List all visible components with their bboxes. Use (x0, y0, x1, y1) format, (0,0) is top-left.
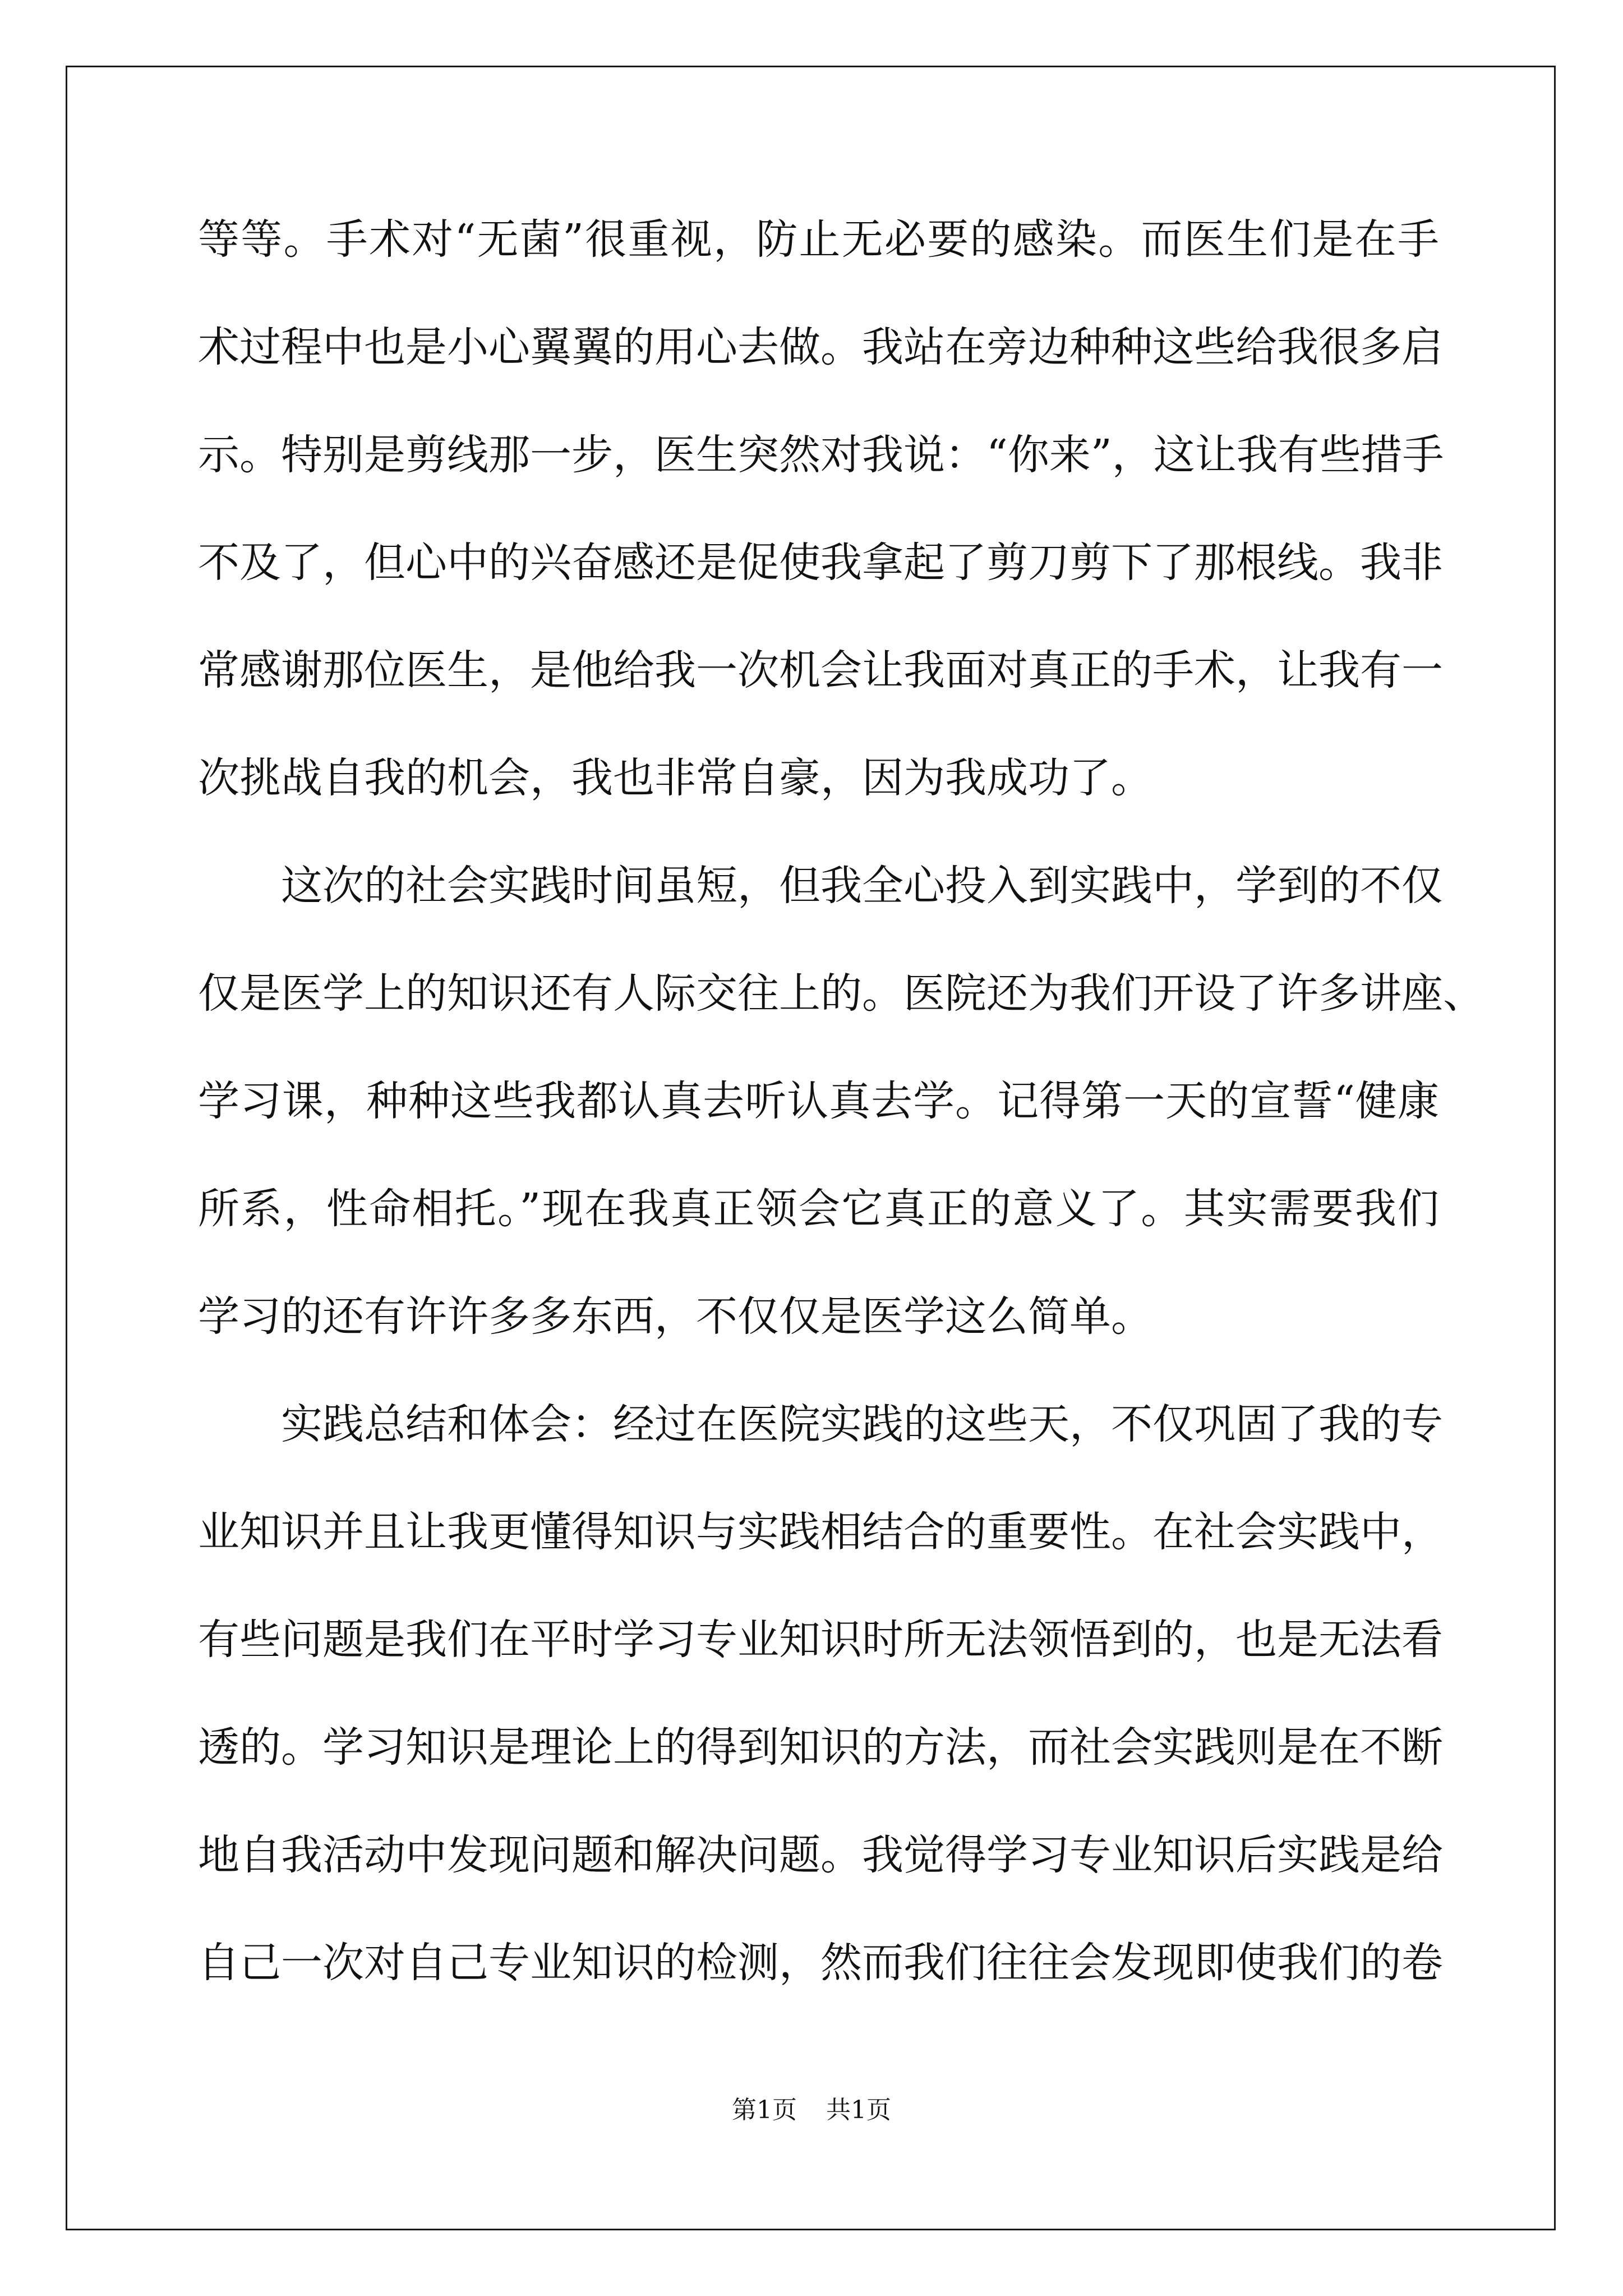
text-line: 业知识并且让我更懂得知识与实践相结合的重要性。在社会实践中， (198, 1508, 1443, 1556)
text-line: 学习课，种种这些我都认真去听认真去学。记得第一天的宣誓“健康 (198, 1077, 1439, 1125)
text-line: 透的。学习知识是理论上的得到知识的方法，而社会实践则是在不断 (198, 1723, 1443, 1772)
text-line: 地自我活动中发现问题和解决问题。我觉得学习专业知识后实践是给 (198, 1831, 1443, 1879)
text-line: 术过程中也是小心翼翼的用心去做。我站在旁边种种这些给我很多启 (198, 323, 1443, 371)
page-number: 第1页 (732, 2096, 797, 2124)
text-line: 仅是医学上的知识还有人际交往上的。医院还为我们开设了许多讲座、 (198, 969, 1484, 1018)
paragraph-first-line: 实践总结和体会：经过在医院实践的这些天，不仅巩固了我的专 (281, 1400, 1443, 1448)
text-line: 不及了，但心中的兴奋感还是促使我拿起了剪刀剪下了那根线。我非 (198, 539, 1443, 587)
text-line: 等等。手术对“无菌”很重视，防止无必要的感染。而医生们是在手 (198, 215, 1439, 264)
page-footer (0, 2090, 1623, 2125)
page-total: 共1页 (826, 2096, 891, 2124)
text-line: 示。特别是剪线那一步，医生突然对我说：“你来”，这让我有些措手 (198, 431, 1444, 479)
paragraph-first-line: 这次的社会实践时间虽短，但我全心投入到实践中，学到的不仅 (281, 862, 1443, 910)
text-line: 自己一次对自己专业知识的检测，然而我们往往会发现即使我们的卷 (198, 1939, 1443, 1987)
document-body (198, 209, 1484, 2040)
text-line: 所系，性命相托。”现在我真正领会它真正的意义了。其实需要我们 (198, 1185, 1439, 1233)
text-line: 次挑战自我的机会，我也非常自豪，因为我成功了。 (198, 754, 1152, 802)
text-line: 学习的还有许许多多东西，不仅仅是医学这么简单。 (198, 1292, 1152, 1341)
text-line: 有些问题是我们在平时学习专业知识时所无法领悟到的，也是无法看 (198, 1616, 1443, 1664)
text-line: 常感谢那位医生，是他给我一次机会让我面对真正的手术，让我有一 (198, 646, 1443, 694)
